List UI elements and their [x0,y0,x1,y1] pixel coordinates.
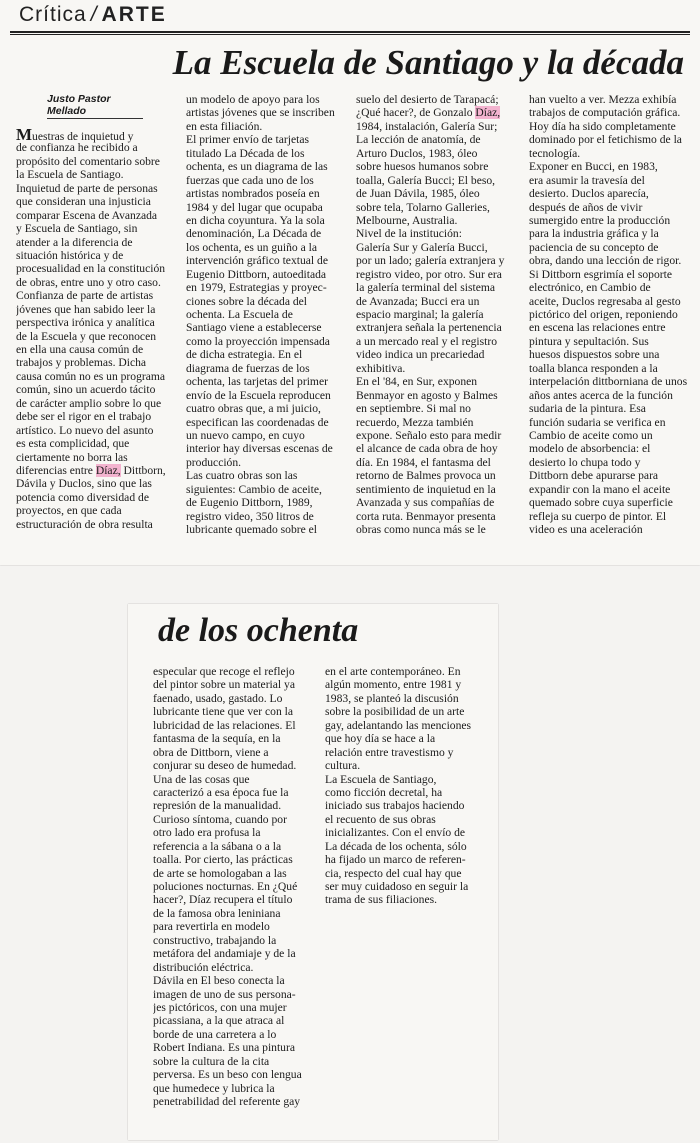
text-line: Santiago viene a establecerse [186,321,322,335]
text-line: han vuelto a ver. Mezza exhibía [529,93,677,106]
text-line: sudaria de la pintura. Esa [529,402,646,416]
text-line: en septiembre. Si mal no [356,402,471,416]
text-line: a un mercado real y el registro [356,334,497,348]
text-line: sobre la cultura de la cita [153,1054,270,1068]
text-line: toalla, Galería Bucci; El beso, [356,173,496,187]
text-line: recuerdo, Mezza también [356,415,474,429]
text-line: Avanzada y sus compañías de [356,496,495,510]
text-line: aceite, Duclos regresaba al gesto [529,294,681,308]
text-line: de Juan Dávila, 1985, óleo [356,187,480,201]
text-line: poluciones nocturnas. En ¿Qué [153,880,298,893]
text-line: en ella una causa común de [16,343,144,356]
text-line: un nuevo campo, en cuyo [186,428,305,442]
text-line: y Escuela de Santiago, sin [16,222,138,236]
text-line: el recuento de sus obras [325,812,436,826]
text-line: trabajos de computación gráfica. [529,106,681,120]
text-line: desierto. Duclos aparecía, [529,187,649,201]
header-rule-thin [10,34,690,35]
text-line: debe ser el rigor en el trabajo [16,410,152,424]
text-line: era asumir la travesía del [529,173,645,187]
section-separator: / [90,3,98,26]
text-line: que consideran una injusticia [16,195,151,209]
text-line: del pintor sobre un material ya [153,678,295,692]
text-line: relación entre travestismo y [325,745,454,759]
text-line: artístico. Lo nuevo del asunto [16,423,154,437]
text-line: función sudaria se verifica en [529,415,666,429]
text-line: quemado sobre cuya superficie [529,496,673,510]
text-line: trama de sus filiaciones. [325,893,438,907]
text-line: los ochenta, es un guiño a la [186,240,318,254]
text-line: cultura. [325,759,361,773]
text-line: Arturo Duclos, 1983, óleo [356,146,478,160]
text-line: iniciado sus trabajos haciendo [325,799,465,813]
text-line: proyectos, en que cada [16,504,122,518]
text-line: expandir con la mano el aceite [529,482,671,496]
text-line: desierto lo chupa todo y [529,455,641,469]
text-line: procesualidad en la constitución [16,262,166,276]
text-line: algún momento, entre 1981 y [325,678,462,692]
text-line: ochenta, las tarjetas del primer [186,375,328,389]
text-column-5 [153,665,313,1108]
text-line: artistas jóvenes que se inscriben [186,106,335,120]
text-line: para revertirla en modelo [153,920,270,934]
text-column-3 [356,93,518,536]
text-line: Galería Sur y Galería Bucci, [356,240,488,254]
text-line: jóvenes que han sabido leer la [16,302,156,316]
text-line: es esta complicidad, que [16,437,130,451]
text-column-2 [186,93,346,536]
text-line: expone. Señalo esto para medir [356,428,502,442]
text-line: pintura y sepultación. Sus [529,334,649,348]
text-line: penetrabilidad del referente gay [153,1095,301,1108]
text-line: ochenta. La Escuela de [186,308,293,321]
text-line: día. En 1984, el fantasma del [356,455,491,469]
text-line: artistas nombrados poseía en [186,187,320,201]
text-line: Confianza de parte de artistas [16,289,154,303]
byline: Justo Pastor Mellado [47,93,143,119]
text-line: extranjera señala la pertenencia [356,321,502,335]
text-line: pictórico del origen, reponiendo [529,308,678,321]
text-line: exhibitiva. [356,361,406,375]
text-line: interpelación dittborniana de unos [529,375,688,389]
text-line: cia, respecto del cual hay que [325,866,462,880]
text-line: titulado La Década de los [186,146,305,160]
text-line: Hoy día ha sido completamente [529,119,676,133]
text-line: comparar Escena de Avanzada [16,208,158,222]
text-line: distribución eléctrica. [153,960,254,974]
text-line: 1984 y del lugar que ocupaba [186,200,323,214]
text-line: sobre tela, Tolarno Galleries, [356,200,490,214]
headline-part-2: de los ochenta [158,612,359,649]
text-line: diagrama de fuerzas de los [186,361,310,375]
text-line: modelo de absorbencia: el [529,442,651,456]
clipping-bottom [128,604,498,1140]
text-line: lubricante quemado sobre el [186,523,318,536]
text-line: trabajos y problemas. Dicha [16,356,147,370]
text-line: dominado por el fetichismo de la [529,133,682,147]
text-line: lubricante tiene que ver con la [153,705,294,719]
text-line: otro lado era profusa la [153,826,261,840]
text-line: sentimiento de inquietud en la [356,482,496,496]
text-line: ciertamente no borra las [16,450,128,464]
text-line: siguientes: Cambio de aceite, [186,482,322,496]
text-line: paciencia de su concepto de [529,240,659,254]
text-line: para la industria gráfica y la [529,227,659,241]
text-line: un modelo de apoyo para los [186,93,320,106]
text-line: retorno de Balmes provoca un [356,469,496,483]
text-line: toalla. Por cierto, las prácticas [153,853,293,867]
text-line: referencia a la sábana o a la [153,839,282,853]
text-line: fantasma de la sequía, en la [153,732,281,746]
text-column-4 [529,93,694,536]
text-line: situación histórica y de [16,248,124,262]
subsection-label: ARTE [101,3,167,26]
text-line: el alcance de cada obra de hoy [356,442,498,456]
drop-cap: M [16,128,33,144]
text-line: toalla blanca responden a la [529,361,658,375]
text-line: Una de las cosas que [153,772,250,786]
text-line: de obras, entre uno y otro caso. [16,275,161,289]
text-line: en dicha coyuntura. Ya la sola [186,213,325,227]
text-line: Muestras de inquietud y [16,128,176,141]
text-line: especular que recoge el reflejo [153,665,295,678]
text-line: de arte se homologaban a las [153,866,287,880]
text-line: Melbourne, Australia. [356,213,458,227]
text-line: propósito del comentario sobre [16,154,160,168]
text-line: producción. [186,455,242,469]
header-rule [10,31,690,33]
text-line: común, sino un acuerdo tácito [16,383,156,397]
text-line: Exponer en Bucci, en 1983, [529,160,658,174]
text-line: en escena las relaciones entre [529,321,666,335]
text-line: Si Dittborn esgrimía el soporte [529,267,672,281]
section-label: Crítica [19,3,87,26]
text-line: huesos dispuestos sobre una [529,348,660,362]
text-line: perspectiva irónica y analítica [16,316,155,330]
text-line: video indica un precariedad [356,348,485,362]
text-line: en esta filiación. [186,119,263,133]
text-line: metáfora del andamiaje y de la [153,947,296,961]
text-line: la galería terminal del sistema [356,281,496,295]
text-line: como ficción decretal, ha [325,785,443,799]
text-line: 1983, se planteó la discusión [325,691,459,705]
text-line: Dávila en El beso conecta la [153,974,285,988]
text-line: denominación, La Década de [186,227,322,241]
text-line: intervención gráfico textual de [186,254,328,268]
text-column-1 [16,128,176,531]
text-line: obra, dando una lección de rigor. [529,254,682,268]
text-line: de carácter amplio sobre lo que [16,396,162,410]
text-line: diferencias entre Díaz, Dittborn, [16,463,166,477]
text-line: la Escuela de Santiago. [16,168,124,182]
highlighted-word: Díaz, [95,463,121,477]
text-line: ser muy cuidadoso en seguir la [325,880,469,893]
text-line: años antes acerca de la función [529,388,673,402]
text-line: Benmayor en agosto y Balmes [356,388,498,402]
text-line: electrónico, en Cambio de [529,281,651,295]
text-line: perversa. Es un beso con lengua [153,1068,302,1082]
text-line: 1984, instalación, Galería Sur; [356,119,498,133]
text-line: estructuración de obra resulta [16,517,153,531]
text-line: como la proyección impensada [186,334,330,348]
text-line: Inquietud de parte de personas [16,181,158,195]
text-line: refleja su cuerpo de pintor. El [529,509,667,523]
text-line: picassiana, a la que atraca al [153,1014,285,1028]
text-line: que humedece y lubrica la [153,1081,275,1095]
text-line: sumergido entre la producción [529,213,671,227]
text-line: Eugenio Dittborn, autoeditada [186,267,327,281]
text-line: Nivel de la institución: [356,227,462,241]
text-line: que hoy día se hace a la [325,732,436,746]
text-line: de Eugenio Dittborn, 1989, [186,496,313,510]
text-line: ciones sobre la década del [186,294,308,308]
text-line: en 1979, Estrategias y proyec- [186,281,327,295]
text-line: video es una aceleración [529,523,643,536]
text-line: de dicha estrategia. En el [186,348,303,362]
text-line: en el arte contemporáneo. En [325,665,461,678]
text-line: fuerzas que cada uno de los [186,173,314,187]
text-line: envío de la Escuela reproducen [186,388,331,402]
text-line: registro video, por otro. Sur era [356,267,502,281]
text-line: suelo del desierto de Tarapacá; [356,93,499,106]
text-line: causa común no es un programa [16,369,166,383]
headline-part-1: La Escuela de Santiago y la década [172,43,684,82]
text-line: de la Escuela y que reconocen [16,329,157,343]
text-line: represión de la manualidad. [153,799,282,813]
text-line: La Escuela de Santiago, [325,772,437,786]
text-column-6 [325,665,490,907]
text-line: gay, adelantando las menciones [325,718,472,732]
text-line: inicializantes. Con el envío de [325,826,466,840]
text-line: de confianza he recibido a [16,141,138,155]
text-line: ¿Qué hacer?, de Gonzalo Díaz, [356,106,501,120]
text-line: La década de los ochenta, sólo [325,839,467,853]
text-line: registro video, 350 litros de [186,509,314,523]
text-line: tecnología. [529,146,581,160]
text-line: atender a la diferencia de [16,235,133,249]
text-line: después de años de vivir [529,200,643,214]
text-line: cuatro obras que, a mi juicio, [186,402,321,416]
text-line: La lección de anatomía, de [356,133,481,147]
text-line: obras como nunca más se le [356,523,486,536]
text-line: caracterizó a esa época fue la [153,785,289,799]
text-line: obra de Dittborn, viene a [153,745,269,759]
text-line: Las cuatro obras son las [186,469,298,483]
text-line: faenado, usado, gastado. Lo [153,691,283,705]
text-line: imagen de uno de sus persona- [153,987,296,1001]
text-line: borde de una carretera a lo [153,1027,277,1041]
text-line: constructivo, trabajando la [153,933,277,947]
text-line: interior hay diversas escenas de [186,442,333,456]
text-line: ha fijado un marco de referen- [325,853,466,867]
text-line: Dittborn debe apurarse para [529,469,659,483]
text-line: jes pictóricos, con una mujer [153,1000,287,1014]
text-line: conjurar su deseo de humedad. [153,759,297,773]
text-line: Dávila y Duclos, sino que las [16,477,152,491]
text-line: ochenta, es un diagrama de las [186,160,328,174]
text-line: potencia como diversidad de [16,490,149,504]
highlighted-word: Díaz, [475,106,501,120]
text-line: de Avanzada; Bucci era un [356,294,480,308]
text-line: Robert Indiana. Es una pintura [153,1041,295,1055]
text-line: hacer?, Díaz recupera el título [153,893,293,907]
text-line: de la famosa obra leniniana [153,906,281,920]
text-line: Curioso síntoma, cuando por [153,812,287,826]
section-header [19,3,167,27]
text-line: Cambio de aceite como un [529,428,653,442]
text-line: por un lado; galería extranjera y [356,254,505,268]
clipping-top [0,0,700,565]
text-line: En el '84, en Sur, exponen [356,375,478,389]
text-line: corta ruta. Benmayor presenta [356,509,496,523]
text-line: especifican las coordenadas de [186,415,329,429]
text-line: espacio marginal; la galería [356,308,484,321]
text-line: sobre la posibilidad de un arte [325,705,465,719]
text-line: sobre huesos humanos sobre [356,160,489,174]
text-line: El primer envío de tarjetas [186,133,309,147]
text-line: lubricidad de las relaciones. El [153,718,296,732]
